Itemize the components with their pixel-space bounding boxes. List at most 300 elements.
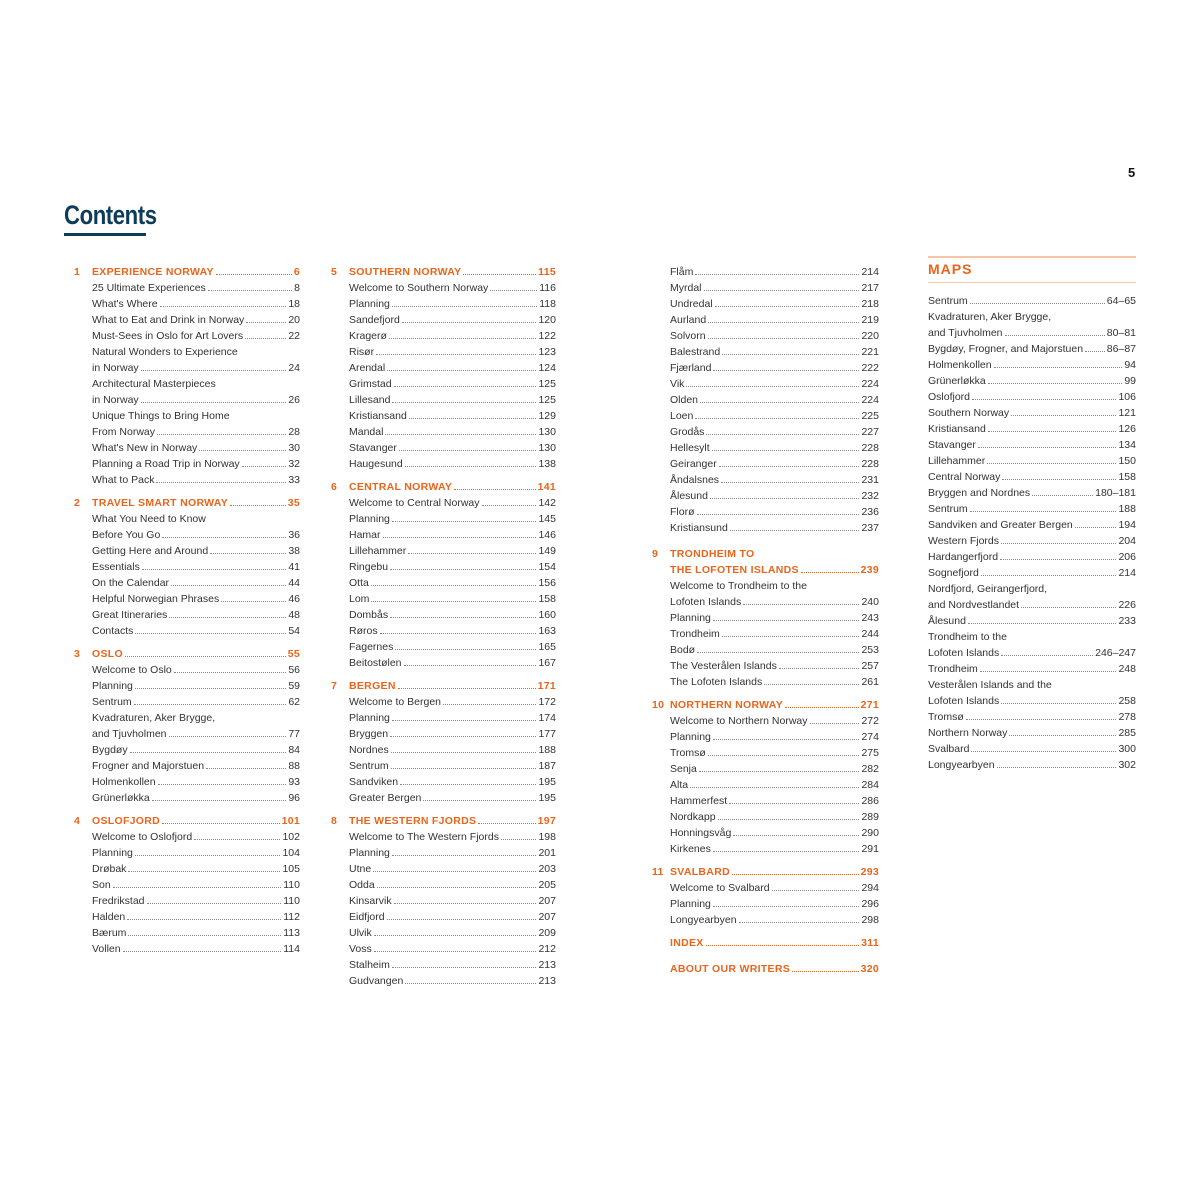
toc-entry-line	[92, 925, 300, 941]
map-entry[interactable]	[928, 741, 1136, 757]
toc-entry-title: Geiranger	[670, 458, 717, 470]
toc-entry[interactable]	[349, 655, 556, 671]
chapter-entries	[652, 880, 879, 928]
toc-entry[interactable]	[670, 280, 879, 296]
map-entry[interactable]	[928, 437, 1136, 453]
toc-entry-line	[349, 742, 556, 758]
toc-entry[interactable]	[349, 774, 556, 790]
toc-entry[interactable]	[349, 957, 556, 973]
chapter-section	[74, 264, 300, 488]
toc-entry[interactable]	[670, 729, 879, 745]
toc-entry-line	[670, 520, 879, 536]
toc-entry[interactable]	[92, 472, 300, 488]
toc-entry-title: Planning a Road Trip in Norway	[92, 458, 240, 470]
standalone-title: INDEX	[670, 937, 704, 949]
toc-entry[interactable]	[670, 761, 879, 777]
toc-entry[interactable]	[92, 312, 300, 328]
map-entry[interactable]	[928, 677, 1136, 709]
toc-entry-page: 96	[288, 792, 300, 804]
toc-entry[interactable]	[92, 829, 300, 845]
toc-entry[interactable]	[670, 472, 879, 488]
toc-entry[interactable]	[670, 745, 879, 761]
chapter-title-text: NORTHERN NORWAY	[670, 699, 784, 711]
toc-entry-title: Kristiansand	[349, 410, 407, 422]
map-entry[interactable]	[928, 501, 1136, 517]
toc-entry[interactable]	[670, 504, 879, 520]
toc-entry[interactable]	[349, 280, 556, 296]
toc-entry[interactable]	[670, 440, 879, 456]
chapter-heading[interactable]	[331, 264, 556, 280]
toc-entry-page: 236	[861, 506, 879, 518]
toc-entry[interactable]	[349, 408, 556, 424]
toc-entry-title: Welcome to Oslofjord	[92, 831, 193, 843]
chapter-title	[92, 646, 300, 662]
chapter-entries	[652, 578, 879, 690]
dot-leader	[1085, 351, 1105, 352]
dot-leader	[1011, 415, 1116, 416]
map-entry[interactable]	[928, 389, 1136, 405]
toc-entry-title: Welcome to The Western Fjords	[349, 831, 499, 843]
toc-entry-line	[928, 645, 1136, 661]
toc-entry-line	[928, 709, 1136, 725]
toc-entry[interactable]	[670, 456, 879, 472]
toc-entry[interactable]	[670, 408, 879, 424]
chapter-page: 171	[537, 680, 556, 692]
toc-entry[interactable]	[349, 559, 556, 575]
toc-entry-line	[928, 581, 1136, 597]
toc-entry[interactable]	[349, 742, 556, 758]
toc-entry-title: Eidfjord	[349, 911, 385, 923]
toc-entry-line	[349, 607, 556, 623]
toc-entry[interactable]	[349, 344, 556, 360]
dot-leader	[392, 306, 537, 307]
toc-entry-line	[92, 376, 300, 392]
toc-entry[interactable]	[92, 909, 300, 925]
toc-entry[interactable]	[92, 694, 300, 710]
toc-entry[interactable]	[670, 912, 879, 928]
toc-entry-line	[670, 793, 879, 809]
chapter-heading[interactable]	[74, 264, 300, 280]
chapter-title	[349, 479, 556, 495]
map-entry[interactable]	[928, 757, 1136, 773]
toc-entry[interactable]	[349, 527, 556, 543]
toc-entry[interactable]	[349, 909, 556, 925]
toc-entry[interactable]	[92, 440, 300, 456]
toc-entry-page: 214	[1118, 567, 1136, 579]
toc-entry-title: Contacts	[92, 625, 134, 637]
toc-entry[interactable]	[670, 344, 879, 360]
toc-entry-page: 172	[538, 696, 556, 708]
dot-leader	[501, 839, 536, 840]
chapter-number: 6	[331, 481, 338, 493]
toc-entry[interactable]	[92, 328, 300, 344]
toc-entry-title: Åndalsnes	[670, 474, 720, 486]
map-entry[interactable]	[928, 613, 1136, 629]
toc-entry[interactable]	[92, 710, 300, 742]
toc-entry-title: Kristiansand	[928, 423, 986, 435]
toc-entry[interactable]	[92, 758, 300, 774]
toc-entry[interactable]	[349, 440, 556, 456]
toc-entry-title: Dombås	[349, 609, 389, 621]
toc-entry-page: 142	[538, 497, 556, 509]
map-entry[interactable]	[928, 453, 1136, 469]
map-entry[interactable]	[928, 485, 1136, 501]
chapter-section	[652, 546, 879, 690]
toc-entry-title: Lofoten Islands	[670, 596, 742, 608]
dot-leader	[772, 890, 860, 891]
toc-entry-page: 220	[861, 330, 879, 342]
toc-entry[interactable]	[349, 328, 556, 344]
chapter-title-line	[670, 562, 879, 578]
toc-entry[interactable]	[92, 861, 300, 877]
toc-entry-title: Greater Bergen	[349, 792, 422, 804]
toc-entry-line	[670, 713, 879, 729]
toc-entry[interactable]	[670, 825, 879, 841]
toc-entry[interactable]	[349, 973, 556, 989]
toc-entry-line	[92, 360, 300, 376]
dot-leader	[208, 290, 292, 291]
chapter-title-line	[670, 546, 879, 562]
toc-entry-title: Planning	[670, 898, 711, 910]
toc-entry[interactable]	[92, 575, 300, 591]
toc-entry-title: Trondheim	[928, 663, 978, 675]
dot-leader	[721, 482, 859, 483]
toc-entry-line	[928, 757, 1136, 773]
map-entry[interactable]	[928, 565, 1136, 581]
toc-entry[interactable]	[670, 424, 879, 440]
toc-about-our-writers-link[interactable]	[652, 961, 879, 977]
toc-entry[interactable]	[670, 713, 879, 729]
dot-leader	[729, 803, 859, 804]
chapter-heading[interactable]	[652, 697, 879, 713]
dot-leader	[966, 719, 1117, 720]
dot-leader	[970, 511, 1117, 512]
standalone-title: ABOUT OUR WRITERS	[670, 963, 791, 975]
toc-entry-title: Planning	[92, 847, 133, 859]
chapter-number: 3	[74, 648, 81, 660]
toc-entry-title: Bryggen	[349, 728, 389, 740]
map-entry[interactable]	[928, 629, 1136, 661]
dot-leader	[423, 800, 536, 801]
map-entry[interactable]	[928, 341, 1136, 357]
map-entry[interactable]	[928, 725, 1136, 741]
toc-entry-line	[928, 597, 1136, 613]
map-entry[interactable]	[928, 293, 1136, 309]
toc-entry-page: 121	[1118, 407, 1136, 419]
map-entry[interactable]	[928, 581, 1136, 613]
chapter-section	[331, 678, 556, 806]
toc-entry[interactable]	[349, 925, 556, 941]
toc-entry-page: 56	[288, 664, 300, 676]
toc-entry[interactable]	[92, 774, 300, 790]
toc-entry[interactable]	[349, 424, 556, 440]
dot-leader	[1000, 559, 1116, 560]
toc-entry[interactable]	[349, 623, 556, 639]
toc-entry-title: Arendal	[349, 362, 386, 374]
dot-leader	[1005, 335, 1105, 336]
toc-entry[interactable]	[92, 344, 300, 376]
map-entry[interactable]	[928, 469, 1136, 485]
toc-entry-title: Lom	[349, 593, 370, 605]
toc-entry[interactable]	[349, 877, 556, 893]
toc-entry-title: Kvadraturen, Aker Brygge,	[92, 712, 216, 724]
chapter-heading[interactable]	[74, 495, 300, 511]
toc-entry-page: 207	[538, 895, 556, 907]
toc-entry[interactable]	[349, 790, 556, 806]
toc-entry[interactable]	[670, 488, 879, 504]
chapter-heading[interactable]	[652, 546, 879, 578]
toc-entry[interactable]	[349, 360, 556, 376]
map-entry[interactable]	[928, 309, 1136, 341]
toc-entry-page: 228	[861, 442, 879, 454]
toc-entry-title: Essentials	[92, 561, 140, 573]
map-entry[interactable]	[928, 373, 1136, 389]
toc-entry[interactable]	[670, 642, 879, 658]
toc-entry[interactable]	[349, 392, 556, 408]
toc-entry-title: Sentrum	[92, 696, 132, 708]
toc-entry[interactable]	[670, 360, 879, 376]
map-entry[interactable]	[928, 357, 1136, 373]
toc-entry[interactable]	[349, 495, 556, 511]
dot-leader	[1009, 735, 1116, 736]
toc-entry-page: 302	[1118, 759, 1136, 771]
toc-entry-title: Fjærland	[670, 362, 712, 374]
toc-entry[interactable]	[92, 280, 300, 296]
map-entry[interactable]	[928, 517, 1136, 533]
chapter-title-line	[92, 646, 300, 662]
map-entry[interactable]	[928, 661, 1136, 677]
toc-entry[interactable]	[670, 626, 879, 642]
toc-entry-line	[349, 877, 556, 893]
toc-entry[interactable]	[670, 578, 879, 610]
dot-leader	[686, 386, 859, 387]
dot-leader	[390, 617, 536, 618]
toc-entry[interactable]	[670, 312, 879, 328]
dot-leader	[135, 688, 286, 689]
toc-entry[interactable]	[670, 264, 879, 280]
toc-index-link[interactable]	[652, 935, 879, 951]
toc-entry[interactable]	[349, 829, 556, 845]
toc-entry[interactable]	[92, 591, 300, 607]
toc-entry-title: Frogner and Majorstuen	[92, 760, 205, 772]
chapter-heading[interactable]	[331, 479, 556, 495]
chapter-heading[interactable]	[74, 646, 300, 662]
chapter-number: 11	[652, 866, 664, 878]
toc-entry[interactable]	[349, 591, 556, 607]
toc-entry[interactable]	[349, 710, 556, 726]
toc-entry-page: 188	[538, 744, 556, 756]
toc-entry-page: 240	[861, 596, 879, 608]
dot-leader	[113, 887, 282, 888]
toc-entry-page: 105	[282, 863, 300, 875]
dot-leader	[443, 704, 536, 705]
map-entry[interactable]	[928, 533, 1136, 549]
toc-entry[interactable]	[349, 639, 556, 655]
toc-entry[interactable]	[670, 376, 879, 392]
toc-entry[interactable]	[670, 777, 879, 793]
chapter-title-text: SVALBARD	[670, 866, 730, 878]
map-entry[interactable]	[928, 549, 1136, 565]
toc-entry-page: 77	[288, 728, 300, 740]
toc-entry[interactable]	[92, 678, 300, 694]
toc-entry-page: 130	[538, 442, 556, 454]
dot-leader	[987, 463, 1116, 464]
toc-entry-title: Lillesand	[349, 394, 391, 406]
toc-entry[interactable]	[670, 392, 879, 408]
toc-entry-title: Welcome to Northern Norway	[670, 715, 808, 727]
dot-leader	[970, 303, 1105, 304]
toc-entry-line	[928, 469, 1136, 485]
dot-leader	[454, 489, 535, 490]
toc-entry[interactable]	[670, 674, 879, 690]
toc-entry[interactable]	[92, 742, 300, 758]
toc-entry-page: 188	[1118, 503, 1136, 515]
toc-entry[interactable]	[349, 543, 556, 559]
toc-entry[interactable]	[670, 328, 879, 344]
toc-entry[interactable]	[670, 520, 879, 536]
toc-entry[interactable]	[349, 758, 556, 774]
toc-entry[interactable]	[349, 694, 556, 710]
toc-entry-title: Myrdal	[670, 282, 702, 294]
dot-leader	[706, 434, 859, 435]
toc-entry[interactable]	[92, 877, 300, 893]
toc-entry-title: and Tjuvholmen	[92, 728, 167, 740]
dot-leader	[242, 466, 287, 467]
dot-leader	[230, 505, 286, 506]
toc-entry[interactable]	[92, 376, 300, 408]
dot-leader	[160, 306, 287, 307]
dot-leader	[221, 601, 286, 602]
toc-entry-title: Nordfjord, Geirangerfjord,	[928, 583, 1048, 595]
dot-leader	[152, 800, 287, 801]
chapter-number: 5	[331, 266, 338, 278]
dot-leader	[391, 768, 537, 769]
chapter-heading[interactable]	[331, 678, 556, 694]
toc-entry-title: Vik	[670, 378, 685, 390]
chapter-heading[interactable]	[652, 864, 879, 880]
map-entry[interactable]	[928, 405, 1136, 421]
toc-entry-line	[928, 293, 1136, 309]
chapter-page: 271	[860, 699, 879, 711]
chapter-heading[interactable]	[74, 813, 300, 829]
toc-entry-page: 122	[538, 330, 556, 342]
toc-entry-line	[349, 623, 556, 639]
toc-entry-line	[349, 296, 556, 312]
toc-entry-title: Vollen	[92, 943, 121, 955]
toc-entry[interactable]	[92, 559, 300, 575]
toc-entry[interactable]	[670, 610, 879, 626]
toc-entry[interactable]	[670, 896, 879, 912]
toc-entry[interactable]	[92, 543, 300, 559]
toc-entry-page: 257	[861, 660, 879, 672]
toc-entry[interactable]	[349, 607, 556, 623]
dot-leader	[134, 704, 287, 705]
toc-entry-page: 30	[288, 442, 300, 454]
toc-entry[interactable]	[92, 607, 300, 623]
toc-entry-page: 129	[538, 410, 556, 422]
toc-entry[interactable]	[92, 408, 300, 440]
toc-entry-line	[928, 501, 1136, 517]
toc-entry-line	[670, 777, 879, 793]
toc-entry[interactable]	[670, 809, 879, 825]
chapter-title	[349, 813, 556, 829]
toc-entry-line	[92, 877, 300, 893]
toc-entry[interactable]	[349, 726, 556, 742]
toc-entry[interactable]	[670, 793, 879, 809]
toc-entry-line	[928, 549, 1136, 565]
dot-leader	[389, 338, 537, 339]
toc-entry[interactable]	[92, 845, 300, 861]
toc-entry-page: 291	[861, 843, 879, 855]
toc-entry[interactable]	[92, 941, 300, 957]
toc-entry-page: 104	[282, 847, 300, 859]
toc-entry[interactable]	[92, 662, 300, 678]
toc-entry-title: Beitostølen	[349, 657, 402, 669]
toc-entry-page: 94	[1124, 359, 1136, 371]
toc-entry[interactable]	[349, 456, 556, 472]
standalone-page: 320	[860, 963, 879, 975]
toc-entry[interactable]	[92, 925, 300, 941]
toc-entry-title: Kristiansund	[670, 522, 728, 534]
toc-entry-line	[670, 392, 879, 408]
toc-entry[interactable]	[670, 841, 879, 857]
toc-entry[interactable]	[92, 623, 300, 639]
map-entry[interactable]	[928, 709, 1136, 725]
toc-entry[interactable]	[92, 296, 300, 312]
chapter-number: 9	[652, 548, 659, 560]
toc-entry-page: 278	[1118, 711, 1136, 723]
toc-entry[interactable]	[92, 790, 300, 806]
dot-leader	[210, 553, 286, 554]
toc-entry[interactable]	[92, 456, 300, 472]
toc-entry[interactable]	[349, 893, 556, 909]
toc-entry-line	[670, 488, 879, 504]
toc-entry-page: 195	[538, 792, 556, 804]
toc-entry-line	[349, 973, 556, 989]
dot-leader	[371, 601, 536, 602]
toc-entry[interactable]	[349, 296, 556, 312]
toc-entry-line	[928, 357, 1136, 373]
toc-entry-page: 194	[1118, 519, 1136, 531]
toc-entry-line	[92, 575, 300, 591]
toc-entry[interactable]	[670, 296, 879, 312]
chapter-heading[interactable]	[331, 813, 556, 829]
map-entry[interactable]	[928, 421, 1136, 437]
toc-entry-line	[928, 453, 1136, 469]
toc-entry[interactable]	[349, 511, 556, 527]
toc-entry[interactable]	[92, 893, 300, 909]
toc-entry[interactable]	[349, 575, 556, 591]
toc-entry[interactable]	[349, 845, 556, 861]
toc-entry-title: The Lofoten Islands	[670, 676, 763, 688]
toc-entry[interactable]	[670, 658, 879, 674]
toc-entry-page: 22	[288, 330, 300, 342]
toc-entry[interactable]	[349, 312, 556, 328]
toc-entry[interactable]	[92, 511, 300, 543]
toc-entry-page: 44	[288, 577, 300, 589]
toc-entry-page: 26	[288, 394, 300, 406]
toc-entry[interactable]	[349, 376, 556, 392]
toc-entry[interactable]	[349, 861, 556, 877]
toc-entry[interactable]	[670, 880, 879, 896]
toc-entry-title: Bygdøy	[92, 744, 128, 756]
toc-entry-title: The Vesterålen Islands	[670, 660, 777, 672]
toc-entry-line	[670, 642, 879, 658]
toc-entry[interactable]	[349, 941, 556, 957]
toc-entry-title: Architectural Masterpieces	[92, 378, 216, 390]
toc-entry-title: Planning	[349, 712, 390, 724]
toc-entry-page: 18	[288, 298, 300, 310]
